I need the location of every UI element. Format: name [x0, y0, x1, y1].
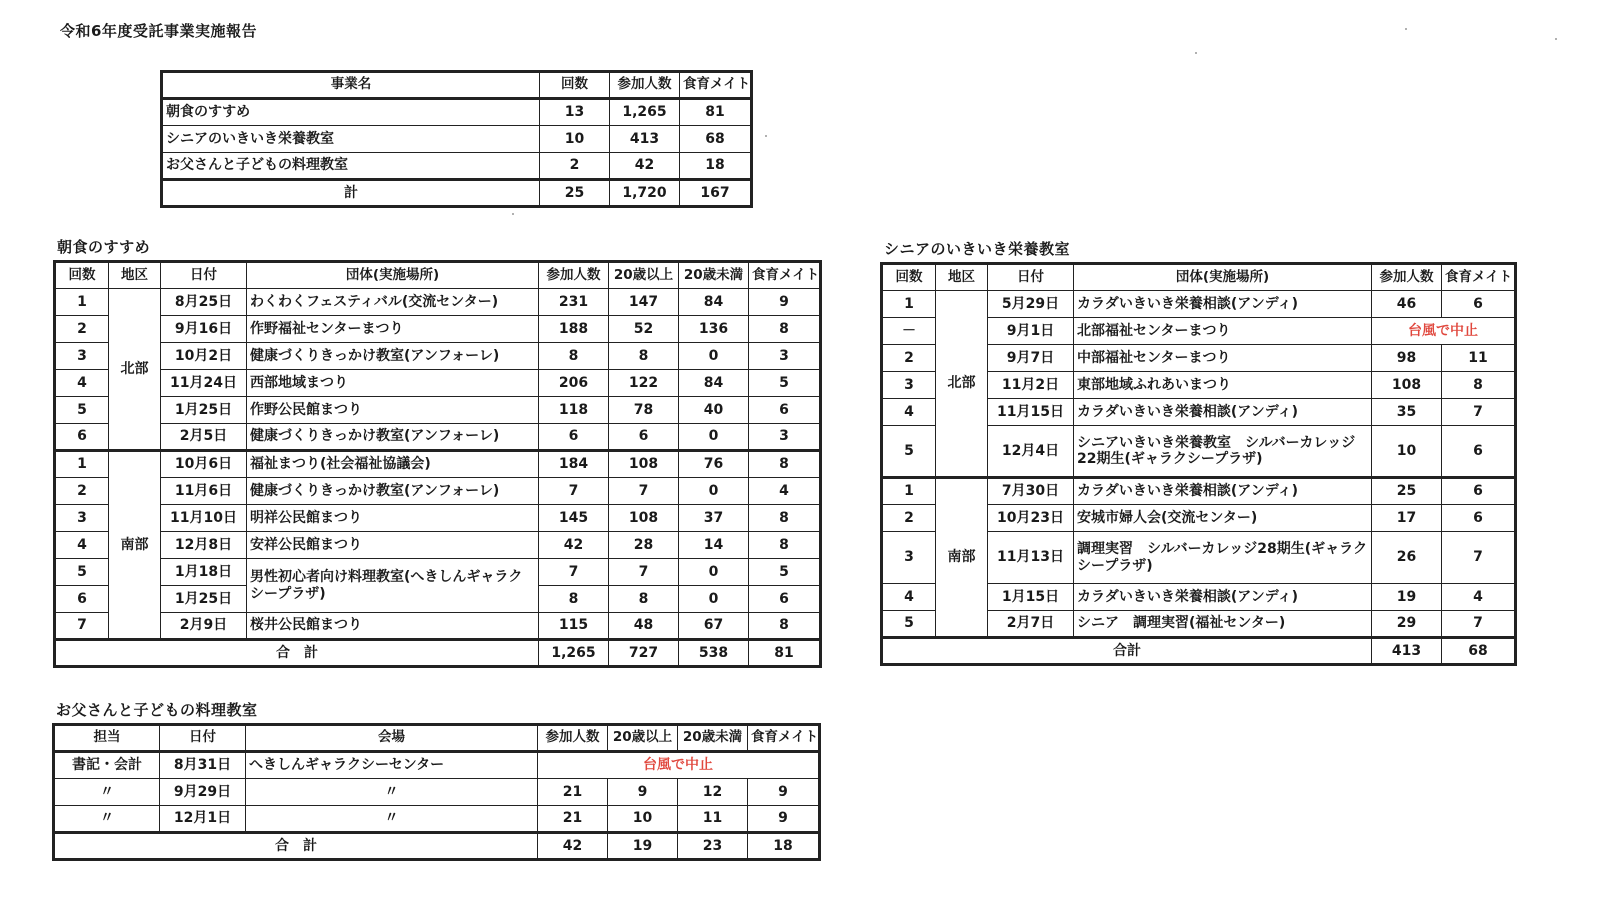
- cell-no: 4: [882, 399, 936, 426]
- cell-staff: 〃: [54, 806, 160, 833]
- cell-mate: 8: [749, 316, 821, 343]
- cell-date: 8月25日: [161, 289, 247, 316]
- col-header: 食育メイト: [748, 725, 820, 752]
- total-row: [162, 180, 752, 207]
- table-row: [55, 343, 821, 370]
- cell-adult: 727: [609, 640, 679, 667]
- breakfast-table: [53, 260, 822, 668]
- page-title: 令和6年度受託事業実施報告: [60, 22, 257, 40]
- table-row: [162, 126, 752, 153]
- cell-minor: 538: [679, 640, 749, 667]
- cell-no: 4: [882, 584, 936, 611]
- row-name: 朝食のすすめ: [162, 99, 540, 126]
- cell-participants: 115: [539, 613, 609, 640]
- cell-date: 11月10日: [161, 505, 247, 532]
- cell-no: 4: [55, 532, 109, 559]
- cell-group: カラダいきいき栄養相談(アンディ): [1074, 291, 1372, 318]
- cell-date: 8月31日: [160, 752, 246, 779]
- cell-no: 2: [55, 478, 109, 505]
- cell-participants: 17: [1372, 505, 1442, 532]
- cell-adult: 108: [609, 505, 679, 532]
- cell-participants: 8: [539, 586, 609, 613]
- cell-no: 3: [882, 372, 936, 399]
- cell-participants: 1,265: [539, 640, 609, 667]
- cell-mate: 5: [749, 370, 821, 397]
- cell-group: 東部地域ふれあいまつり: [1074, 372, 1372, 399]
- table-row: [55, 451, 821, 478]
- cell-minor: 0: [679, 478, 749, 505]
- cell-no: 5: [55, 397, 109, 424]
- cell-minor: 67: [679, 613, 749, 640]
- cell-mate: 68: [680, 126, 752, 153]
- cell-participants: 25: [1372, 478, 1442, 505]
- cell-count: 2: [540, 153, 610, 180]
- cell-participants: 145: [539, 505, 609, 532]
- cell-mate: 11: [1442, 345, 1516, 372]
- cell-adult: 9: [608, 779, 678, 806]
- cell-adult: 10: [608, 806, 678, 833]
- cell-minor: 12: [678, 779, 748, 806]
- col-header: 日付: [988, 264, 1074, 291]
- senior-table: [880, 262, 1517, 666]
- cell-date: 9月29日: [160, 779, 246, 806]
- scan-speck: [1555, 38, 1557, 40]
- scan-speck: [1195, 52, 1197, 54]
- cell-adult: 48: [609, 613, 679, 640]
- cell-group: 明祥公民館まつり: [247, 505, 539, 532]
- cell-adult: 8: [609, 586, 679, 613]
- cell-date: 11月6日: [161, 478, 247, 505]
- total-label: 合 計: [54, 833, 538, 860]
- col-header: 20歳未満: [678, 725, 748, 752]
- cell-participants: 206: [539, 370, 609, 397]
- cell-participants: 188: [539, 316, 609, 343]
- cell-date: 10月23日: [988, 505, 1074, 532]
- cell-group: シニアいきいき栄養教室 シルバーカレッジ22期生(ギャラクシープラザ): [1074, 426, 1372, 478]
- cooking-table: [52, 723, 821, 861]
- district-south: 南部: [109, 451, 161, 640]
- cell-minor: 40: [679, 397, 749, 424]
- cell-minor: 0: [679, 586, 749, 613]
- col-header: 日付: [161, 262, 247, 289]
- cell-count: 25: [540, 180, 610, 207]
- cell-staff: 書記・会計: [54, 752, 160, 779]
- cell-mate: 8: [749, 451, 821, 478]
- cell-mate: 9: [748, 779, 820, 806]
- cell-minor: 0: [679, 343, 749, 370]
- cell-mate: 81: [680, 99, 752, 126]
- cell-date: 9月1日: [988, 318, 1074, 345]
- cell-group: シニア 調理実習(福祉センター): [1074, 611, 1372, 638]
- total-row: [54, 833, 820, 860]
- cell-count: 13: [540, 99, 610, 126]
- total-label: 合計: [882, 638, 1372, 665]
- cell-participants: 413: [1372, 638, 1442, 665]
- cell-date: 2月9日: [161, 613, 247, 640]
- cell-participants: 7: [539, 478, 609, 505]
- cell-date: 2月5日: [161, 424, 247, 451]
- cell-participants: 42: [538, 833, 608, 860]
- col-header: 回数: [882, 264, 936, 291]
- cell-participants: 6: [539, 424, 609, 451]
- cell-participants: 108: [1372, 372, 1442, 399]
- cell-no: 1: [55, 451, 109, 478]
- table-row: [162, 99, 752, 126]
- cell-mate: 5: [749, 559, 821, 586]
- cell-no: 7: [55, 613, 109, 640]
- cell-participants: 1,265: [610, 99, 680, 126]
- cell-adult: 8: [609, 343, 679, 370]
- cell-participants: 231: [539, 289, 609, 316]
- cell-group: 北部福祉センターまつり: [1074, 318, 1372, 345]
- cell-group: 安祥公民館まつり: [247, 532, 539, 559]
- col-header: 参加人数: [1372, 264, 1442, 291]
- cell-no: 1: [882, 478, 936, 505]
- cell-adult: 147: [609, 289, 679, 316]
- cancelled-note: 台風で中止: [538, 752, 820, 779]
- total-label: 計: [162, 180, 540, 207]
- cell-group: 中部福祉センターまつり: [1074, 345, 1372, 372]
- cell-date: 11月15日: [988, 399, 1074, 426]
- cell-mate: 18: [680, 153, 752, 180]
- summary-table: [160, 70, 753, 208]
- cell-participants: 29: [1372, 611, 1442, 638]
- total-label: 合 計: [55, 640, 539, 667]
- cell-mate: 7: [1442, 532, 1516, 584]
- total-row: [882, 638, 1516, 665]
- district-north: 北部: [109, 289, 161, 451]
- cell-participants: 35: [1372, 399, 1442, 426]
- scan-speck: [512, 213, 514, 215]
- cell-participants: 42: [610, 153, 680, 180]
- cell-mate: 3: [749, 343, 821, 370]
- col-header: 日付: [160, 725, 246, 752]
- cell-date: 1月18日: [161, 559, 247, 586]
- cell-count: 10: [540, 126, 610, 153]
- scan-speck: [1405, 28, 1407, 30]
- cell-minor: 23: [678, 833, 748, 860]
- cell-participants: 21: [538, 806, 608, 833]
- cell-date: 10月6日: [161, 451, 247, 478]
- cell-minor: 0: [679, 424, 749, 451]
- table-row: [55, 559, 821, 586]
- table-row: [54, 806, 820, 833]
- table-row: [54, 752, 820, 779]
- cell-date: 11月2日: [988, 372, 1074, 399]
- cell-no: 1: [55, 289, 109, 316]
- cell-no: 4: [55, 370, 109, 397]
- cell-minor: 0: [679, 559, 749, 586]
- cell-no: 3: [55, 505, 109, 532]
- cell-no: －: [882, 318, 936, 345]
- col-header: 担当: [54, 725, 160, 752]
- cell-group: 作野公民館まつり: [247, 397, 539, 424]
- cell-participants: 21: [538, 779, 608, 806]
- cell-date: 7月30日: [988, 478, 1074, 505]
- district-north: 北部: [936, 291, 988, 478]
- cell-date: 1月25日: [161, 397, 247, 424]
- table-row: [54, 779, 820, 806]
- table-row: [55, 478, 821, 505]
- col-header: 団体(実施場所): [247, 262, 539, 289]
- cell-mate: 3: [749, 424, 821, 451]
- cell-participants: 184: [539, 451, 609, 478]
- cell-group: 健康づくりきっかけ教室(アンフォーレ): [247, 424, 539, 451]
- cell-participants: 46: [1372, 291, 1442, 318]
- cell-date: 1月15日: [988, 584, 1074, 611]
- cell-date: 10月2日: [161, 343, 247, 370]
- cell-group: 福祉まつり(社会福祉協議会): [247, 451, 539, 478]
- cell-date: 2月7日: [988, 611, 1074, 638]
- cell-minor: 84: [679, 370, 749, 397]
- cell-participants: 10: [1372, 426, 1442, 478]
- col-header: 団体(実施場所): [1074, 264, 1372, 291]
- col-header: 地区: [936, 264, 988, 291]
- table-row: [55, 370, 821, 397]
- cell-mate: 68: [1442, 638, 1516, 665]
- table-row: [55, 505, 821, 532]
- cell-date: 12月1日: [160, 806, 246, 833]
- cell-date: 5月29日: [988, 291, 1074, 318]
- cell-date: 11月24日: [161, 370, 247, 397]
- cell-mate: 8: [749, 613, 821, 640]
- cell-no: 6: [55, 586, 109, 613]
- cell-mate: 8: [749, 505, 821, 532]
- cell-mate: 7: [1442, 611, 1516, 638]
- cell-mate: 8: [1442, 372, 1516, 399]
- cell-mate: 6: [1442, 291, 1516, 318]
- cell-mate: 4: [749, 478, 821, 505]
- col-header: 回数: [540, 72, 610, 99]
- cell-no: 3: [882, 532, 936, 584]
- col-header: 会場: [246, 725, 538, 752]
- cell-participants: 413: [610, 126, 680, 153]
- col-header: 20歳以上: [608, 725, 678, 752]
- cell-minor: 84: [679, 289, 749, 316]
- cell-participants: 7: [539, 559, 609, 586]
- cell-minor: 11: [678, 806, 748, 833]
- table-row: [882, 291, 1516, 318]
- cell-staff: 〃: [54, 779, 160, 806]
- cell-group: 健康づくりきっかけ教室(アンフォーレ): [247, 478, 539, 505]
- table-row: [55, 289, 821, 316]
- cell-no: 5: [55, 559, 109, 586]
- cell-date: 9月7日: [988, 345, 1074, 372]
- cell-participants: 26: [1372, 532, 1442, 584]
- col-header: 食育メイト: [680, 72, 752, 99]
- cell-mate: 6: [1442, 505, 1516, 532]
- cell-mate: 4: [1442, 584, 1516, 611]
- col-header: 事業名: [162, 72, 540, 99]
- cell-no: 6: [55, 424, 109, 451]
- row-name: シニアのいきいき栄養教室: [162, 126, 540, 153]
- cell-venue: 〃: [246, 806, 538, 833]
- cell-mate: 9: [749, 289, 821, 316]
- col-header: 20歳未満: [679, 262, 749, 289]
- table-row: [882, 478, 1516, 505]
- table-row: [55, 532, 821, 559]
- cell-adult: 108: [609, 451, 679, 478]
- cell-date: 1月25日: [161, 586, 247, 613]
- col-header: 食育メイト: [1442, 264, 1516, 291]
- cell-date: 12月4日: [988, 426, 1074, 478]
- cell-no: 2: [882, 505, 936, 532]
- cell-group: 安城市婦人会(交流センター): [1074, 505, 1372, 532]
- cell-adult: 52: [609, 316, 679, 343]
- cell-mate: 8: [749, 532, 821, 559]
- cell-group: 調理実習 シルバーカレッジ28期生(ギャラクシープラザ): [1074, 532, 1372, 584]
- col-header: 参加人数: [610, 72, 680, 99]
- cell-no: 2: [55, 316, 109, 343]
- col-header: 回数: [55, 262, 109, 289]
- cell-participants: 118: [539, 397, 609, 424]
- table-row: [55, 397, 821, 424]
- cell-group: 作野福祉センターまつり: [247, 316, 539, 343]
- scan-speck: [765, 135, 767, 137]
- cell-adult: 6: [609, 424, 679, 451]
- col-header: 20歳以上: [609, 262, 679, 289]
- table-row: [55, 613, 821, 640]
- cell-mate: 167: [680, 180, 752, 207]
- cell-no: 5: [882, 426, 936, 478]
- cell-adult: 122: [609, 370, 679, 397]
- cell-participants: 98: [1372, 345, 1442, 372]
- cell-adult: 7: [609, 478, 679, 505]
- cell-date: 9月16日: [161, 316, 247, 343]
- cell-participants: 8: [539, 343, 609, 370]
- cell-participants: 19: [1372, 584, 1442, 611]
- row-name: お父さんと子どもの料理教室: [162, 153, 540, 180]
- cell-mate: 6: [749, 397, 821, 424]
- cell-adult: 28: [609, 532, 679, 559]
- cell-minor: 136: [679, 316, 749, 343]
- cell-mate: 7: [1442, 399, 1516, 426]
- cell-group: カラダいきいき栄養相談(アンディ): [1074, 478, 1372, 505]
- cell-no: 1: [882, 291, 936, 318]
- cell-group: 健康づくりきっかけ教室(アンフォーレ): [247, 343, 539, 370]
- cell-participants: 42: [539, 532, 609, 559]
- col-header: 参加人数: [538, 725, 608, 752]
- cell-group: カラダいきいき栄養相談(アンディ): [1074, 584, 1372, 611]
- district-south: 南部: [936, 478, 988, 638]
- cell-minor: 76: [679, 451, 749, 478]
- cell-date: 12月8日: [161, 532, 247, 559]
- col-header: 地区: [109, 262, 161, 289]
- cell-participants: 1,720: [610, 180, 680, 207]
- cell-no: 2: [882, 345, 936, 372]
- cell-mate: 9: [748, 806, 820, 833]
- cell-mate: 6: [1442, 478, 1516, 505]
- cell-venue: へきしんギャラクシーセンター: [246, 752, 538, 779]
- cell-minor: 14: [679, 532, 749, 559]
- cell-group: 男性初心者向け料理教室(へきしんギャラクシープラザ): [247, 559, 539, 613]
- cell-adult: 7: [609, 559, 679, 586]
- cancelled-note: 台風で中止: [1372, 318, 1516, 345]
- breakfast-title: 朝食のすすめ: [57, 238, 151, 256]
- cell-no: 3: [55, 343, 109, 370]
- table-row: [55, 316, 821, 343]
- total-row: [55, 640, 821, 667]
- cell-mate: 18: [748, 833, 820, 860]
- cell-group: カラダいきいき栄養相談(アンディ): [1074, 399, 1372, 426]
- cell-venue: 〃: [246, 779, 538, 806]
- cell-no: 5: [882, 611, 936, 638]
- cell-mate: 81: [749, 640, 821, 667]
- table-row: [55, 424, 821, 451]
- cell-mate: 6: [1442, 426, 1516, 478]
- cell-group: 西部地域まつり: [247, 370, 539, 397]
- table-row: [162, 153, 752, 180]
- cell-adult: 78: [609, 397, 679, 424]
- cell-group: わくわくフェスティバル(交流センター): [247, 289, 539, 316]
- col-header: 参加人数: [539, 262, 609, 289]
- cooking-title: お父さんと子どもの料理教室: [56, 701, 258, 719]
- cell-date: 11月13日: [988, 532, 1074, 584]
- cell-mate: 6: [749, 586, 821, 613]
- cell-minor: 37: [679, 505, 749, 532]
- senior-title: シニアのいきいき栄養教室: [884, 240, 1071, 258]
- cell-group: 桜井公民館まつり: [247, 613, 539, 640]
- col-header: 食育メイト: [749, 262, 821, 289]
- cell-adult: 19: [608, 833, 678, 860]
